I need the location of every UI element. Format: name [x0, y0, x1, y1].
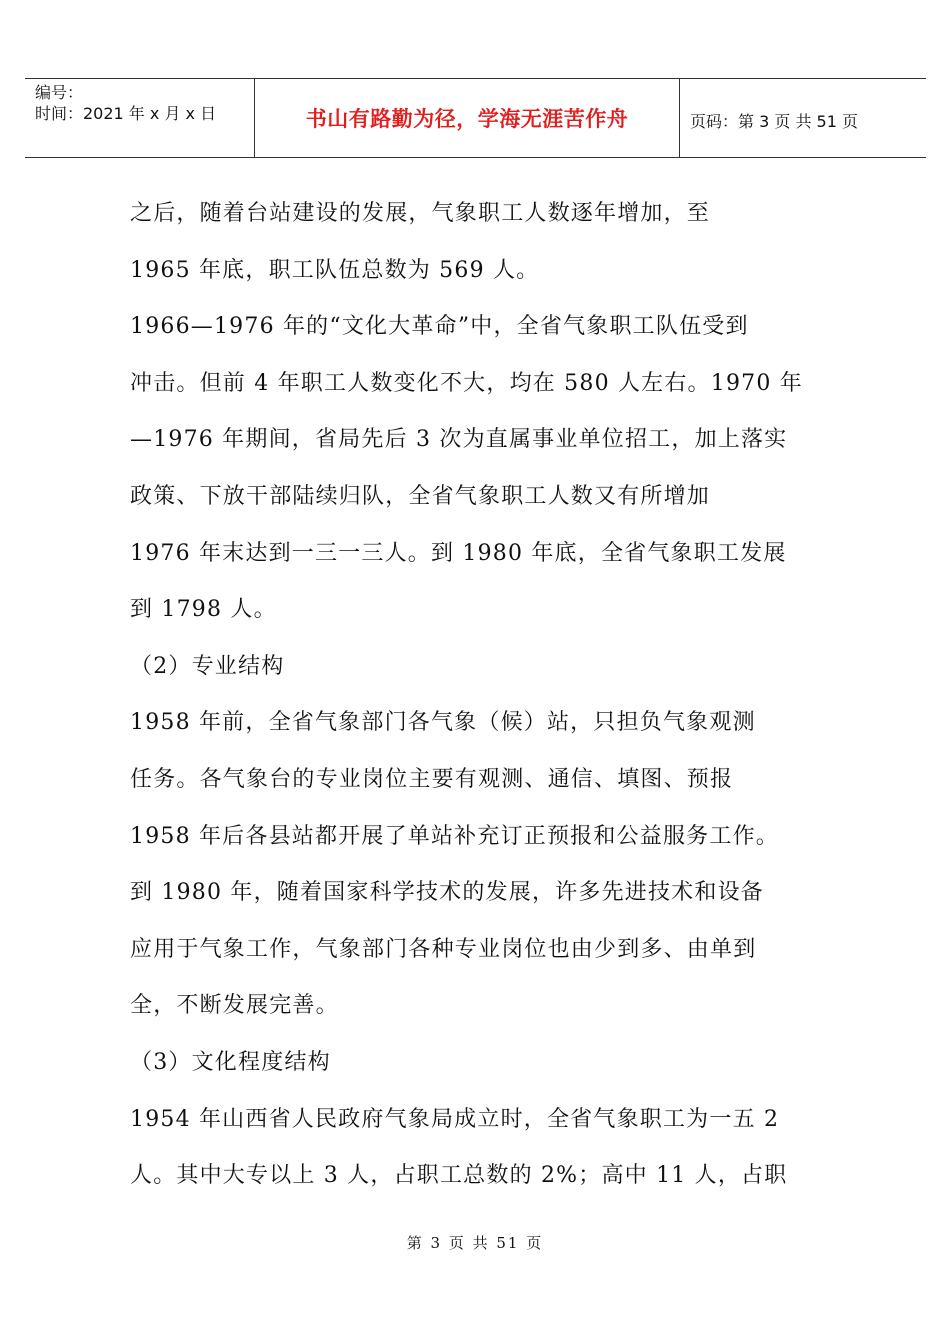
document-time-label: 时间：2021 年 x 月 x 日 — [35, 104, 217, 123]
body-line: 到 1980 年，随着国家科学技术的发展，许多先进技术和设备 — [130, 880, 764, 906]
header-page-cell — [680, 79, 926, 157]
body-line: 到 1798 人。 — [130, 597, 277, 623]
section-heading: （2）专业结构 — [130, 653, 285, 679]
header-motto: 书山有路勤为径，学海无涯苦作舟 — [305, 107, 629, 131]
body-line: 全，不断发展完善。 — [130, 993, 339, 1019]
body-line: 冲击。但前 4 年职工人数变化不大，均在 580 人左右。1970 年 — [130, 370, 803, 396]
body-line: 任务。各气象台的专业岗位主要有观测、通信、填图、预报 — [130, 766, 734, 792]
body-line: 1966—1976 年的“文化大革命”中，全省气象职工队伍受到 — [130, 314, 749, 340]
body-line: 人。其中大专以上 3 人，占职工总数的 2%；高中 11 人，占职 — [130, 1163, 788, 1189]
document-number-label: 编号： — [35, 83, 84, 102]
body-line: 1958 年前，全省气象部门各气象（候）站，只担负气象观测 — [130, 710, 756, 736]
header-meta-cell — [25, 79, 255, 157]
body-line: 1965 年底，职工队伍总数为 569 人。 — [130, 257, 540, 283]
body-line: 应用于气象工作，气象部门各种专业岗位也由少到多、由单到 — [130, 936, 757, 962]
body-line: 1954 年山西省人民政府气象局成立时，全省气象职工为一五 2 — [130, 1106, 780, 1132]
body-line: —1976 年期间，省局先后 3 次为直属事业单位招工，加上落实 — [130, 427, 788, 453]
body-line: 1976 年末达到一三一三人。到 1980 年底，全省气象职工发展 — [130, 540, 787, 566]
header-motto-cell — [255, 79, 680, 157]
document-body — [130, 186, 830, 1205]
header-page-info: 页码：第 3 页 共 51 页 — [690, 112, 858, 131]
page-footer: 第 3 页 共 51 页 — [406, 1234, 544, 1252]
body-line: 政策、下放干部陆续归队，全省气象职工人数又有所增加 — [130, 483, 711, 509]
section-heading: （3）文化程度结构 — [130, 1049, 331, 1075]
body-line: 之后，随着台站建设的发展，气象职工人数逐年增加，至 — [130, 201, 711, 226]
body-line: 1958 年后各县站都开展了单站补充订正预报和公益服务工作。 — [130, 823, 779, 849]
page-header — [25, 78, 926, 158]
